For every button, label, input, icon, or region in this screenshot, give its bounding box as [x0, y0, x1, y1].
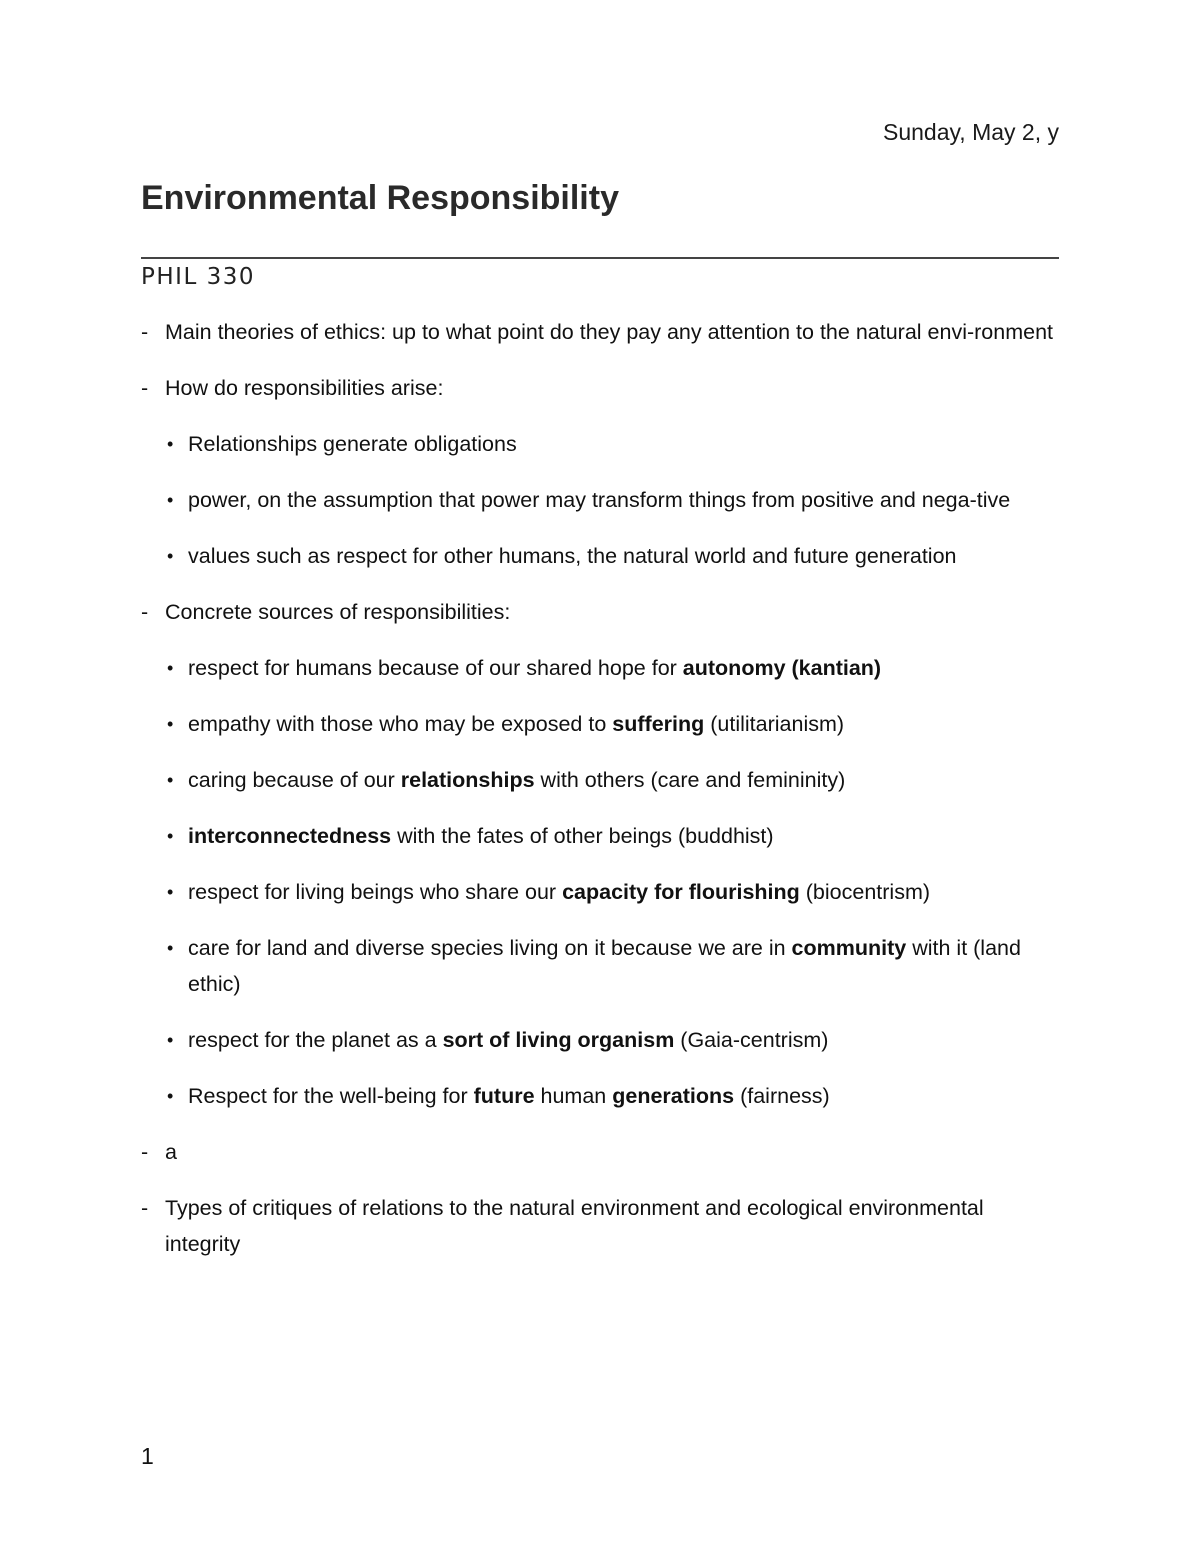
bullet-marker: • [167, 546, 174, 566]
title-divider [141, 257, 1059, 259]
sub-item-bold: sort of living organism [442, 1028, 675, 1052]
sub-item [165, 818, 1063, 854]
sub-item-text: with the fates of other beings (buddhist) [391, 824, 774, 848]
sub-item-text: care for land and diverse species living on it because we are in [188, 936, 792, 960]
sub-item-text: Respect for the well-being for [188, 1084, 474, 1108]
dash-marker: - [141, 376, 149, 400]
document-date: Sunday, May 2, y [883, 119, 1059, 145]
sub-list [165, 426, 1063, 574]
sub-item [165, 650, 1063, 686]
sub-item [165, 706, 1063, 742]
sub-item-text: human [534, 1084, 613, 1108]
sub-item-text: respect for living beings who share our [188, 880, 563, 904]
note-item [141, 370, 1063, 574]
sub-item-bold: suffering [612, 712, 705, 736]
note-text: Concrete sources of responsibilities: [165, 600, 511, 624]
sub-item-text: Relationships generate obligations [188, 432, 517, 456]
note-text: Main theories of ethics: up to what point do they pay any attention to the natural envi-ronment [165, 320, 1054, 344]
bullet-marker: • [167, 490, 174, 510]
sub-item [165, 538, 1063, 574]
sub-item-text: with others (care and femininity) [534, 768, 846, 792]
bullet-marker: • [167, 882, 174, 902]
bullet-marker: • [167, 658, 174, 678]
sub-item-text: with it (land ethic) [188, 936, 1021, 996]
bullet-marker: • [167, 1086, 174, 1106]
note-text: Types of critiques of relations to the natural environment and ecological environmental integrity [165, 1196, 984, 1256]
dash-marker: - [141, 1140, 149, 1164]
note-item [141, 594, 1063, 1114]
dash-marker: - [141, 320, 149, 344]
bullet-marker: • [167, 434, 174, 454]
sub-item-text: (biocentrism) [799, 880, 931, 904]
note-item [141, 1190, 1063, 1262]
sub-item-text: power, on the assumption that power may transform things from positive and nega-tive [188, 488, 1011, 512]
sub-item-bold: interconnectedness [188, 824, 392, 848]
sub-item-text: caring because of our [188, 768, 401, 792]
sub-item [165, 874, 1063, 910]
sub-item-text: (Gaia-centrism) [674, 1028, 829, 1052]
sub-item-text: respect for humans because of our shared hope for [188, 656, 683, 680]
document-title: Environmental Responsibility [141, 179, 619, 217]
sub-list [165, 650, 1063, 1114]
sub-item-bold: community [791, 936, 907, 960]
note-item [141, 314, 1063, 350]
dash-marker: - [141, 600, 149, 624]
page-number: 1 [141, 1443, 154, 1469]
sub-item [165, 930, 1063, 1002]
sub-item [165, 426, 1063, 462]
sub-item [165, 482, 1063, 518]
sub-item [165, 762, 1063, 798]
note-item [141, 1134, 1063, 1170]
sub-item-text: empathy with those who may be exposed to [188, 712, 613, 736]
dash-marker: - [141, 1196, 149, 1220]
course-heading: PHIL 330 [141, 264, 255, 290]
bullet-marker: • [167, 1030, 174, 1050]
sub-item-text: respect for the planet as a [188, 1028, 443, 1052]
bullet-marker: • [167, 938, 174, 958]
sub-item-text: (utilitarianism) [704, 712, 845, 736]
sub-item [165, 1022, 1063, 1058]
bullet-marker: • [167, 770, 174, 790]
sub-item-text: (fairness) [734, 1084, 830, 1108]
sub-item-bold: generations [612, 1084, 735, 1108]
sub-item-bold: autonomy (kantian) [682, 656, 882, 680]
bullet-marker: • [167, 714, 174, 734]
sub-item-text: values such as respect for other humans, the natural world and future generation [188, 544, 957, 568]
sub-item-bold: future [473, 1084, 535, 1108]
note-text: a [165, 1140, 177, 1164]
note-text: How do responsibilities arise: [165, 376, 444, 400]
sub-item [165, 1078, 1063, 1114]
sub-item-bold: relationships [400, 768, 535, 792]
bullet-marker: • [167, 826, 174, 846]
notes-list [141, 314, 1063, 1282]
sub-item-bold: capacity for flourishing [562, 880, 800, 904]
